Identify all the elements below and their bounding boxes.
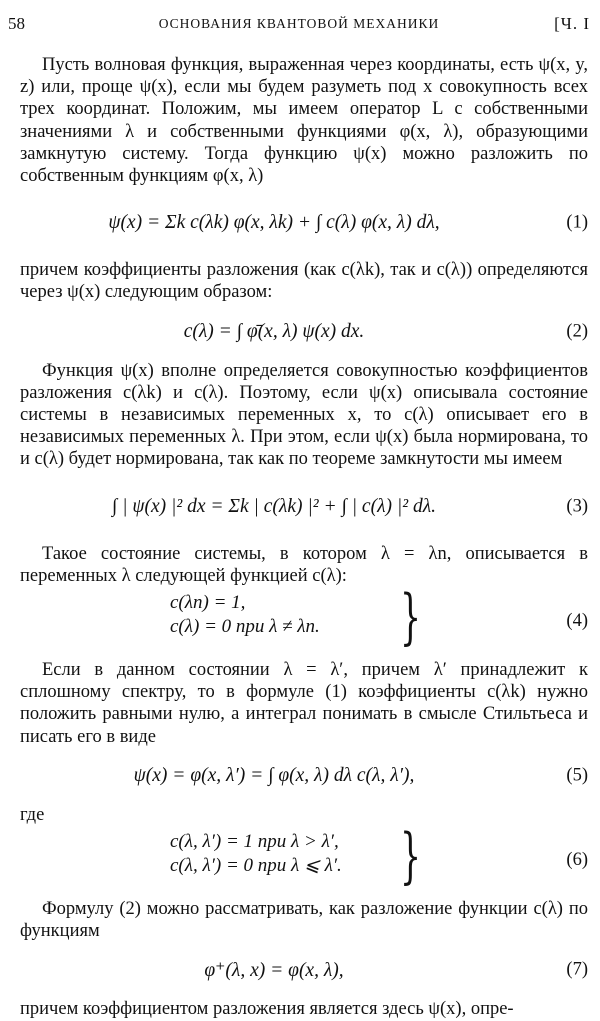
equation-4-lines [170,591,320,639]
equation-2-body: c(λ) = ∫ φ̄(x, λ) ψ(x) dx. [183,320,365,342]
paragraph-expansion: Формулу (2) можно рассматривать, как разложение функции c(λ) по функциям [20,899,588,942]
equation-6-line-2: c(λ, λ′) = 0 при λ ⩽ λ′. [170,855,342,877]
paragraph-continuous-spectrum: Если в данном состоянии λ = λ′, причем λ′ принадлежит к сплошному спектру, то в формуле (1) коэффициенты c(λk) нужно положить равными нулю, а интеграл понимать в смысле Стильтьеса и писать его в виде [20,660,588,747]
chapter-marker: [Ч. I [554,14,590,33]
paragraph-normalization: Функция ψ(x) вполне определяется совокупностью коэффициентов разложения c(λk) и c(λ). Поэтому, если ψ(x) описывала состояние системы в независимых переменных x, то c(λ) описывает его в независимых переменных λ. При этом, если ψ(x) была нормирована, то и c(λ) будет нормирована, так как по теореме замкнутости мы имеем [20,360,588,470]
paragraph-final: причем коэффициентом разложения является здесь ψ(x), опре- [20,999,514,1020]
page-number: 58 [8,14,25,33]
right-brace: } [400,582,422,653]
equation-4-number: (4) [566,611,588,632]
equation-6 [20,821,588,894]
running-title: ОСНОВАНИЯ КВАНТОВОЙ МЕХАНИКИ [158,16,440,31]
equation-6-line-1: c(λ, λ′) = 1 при λ > λ′, [170,831,339,853]
running-header [8,14,590,36]
equation-1-number: (1) [566,212,588,233]
paragraph-coefficients: причем коэффициенты разложения (как c(λk), так и c(λ)) определяются через ψ(x) следующим образом: [20,260,588,303]
right-brace: } [400,821,422,892]
equation-3-body: ∫ | ψ(x) |² dx = Σk | c(λk) |² + ∫ | c(λ) |² dλ. [111,495,437,517]
equation-5-body: ψ(x) = φ(x, λ′) = ∫ φ(x, λ) dλ c(λ, λ′), [133,764,415,786]
equation-5-number: (5) [566,765,588,786]
paragraph-state: Такое состояние системы, в котором λ = λn, описывается в переменных λ следующей функцией c(λ): [20,543,588,586]
equation-5 [20,748,588,804]
equation-3 [20,471,588,543]
page-body [20,54,588,1021]
equation-6-lines [170,830,342,878]
equation-1 [20,187,588,259]
equation-4 [20,582,588,655]
equation-6-number: (6) [566,850,588,871]
equation-2-number: (2) [566,321,588,342]
equation-4-line-2: c(λ) = 0 при λ ≠ λn. [170,616,320,638]
equation-3-number: (3) [566,496,588,517]
equation-7-body: φ⁺(λ, x) = φ(x, λ), [204,960,344,982]
equation-7 [20,942,588,998]
equation-4-line-1: c(λn) = 1, [170,592,246,614]
paragraph-where: где [20,804,45,825]
paragraph-intro: Пусть волновая функция, выраженная через координаты, есть ψ(x, y, z) или, проще ψ(x), если мы будем разуметь под x совокупность всех трех координат. Положим, мы имеем оператор L с собственными значениями λ и собственными функциями φ(x, λ), образующими замкнутую систему. Тогда функцию ψ(x) можно разложить по собственным функциям φ(x, λ) [20,55,588,187]
equation-2 [20,304,588,360]
equation-1-body: ψ(x) = Σk c(λk) φ(x, λk) + ∫ c(λ) φ(x, λ) dλ, [108,212,440,234]
equation-7-number: (7) [566,959,588,980]
